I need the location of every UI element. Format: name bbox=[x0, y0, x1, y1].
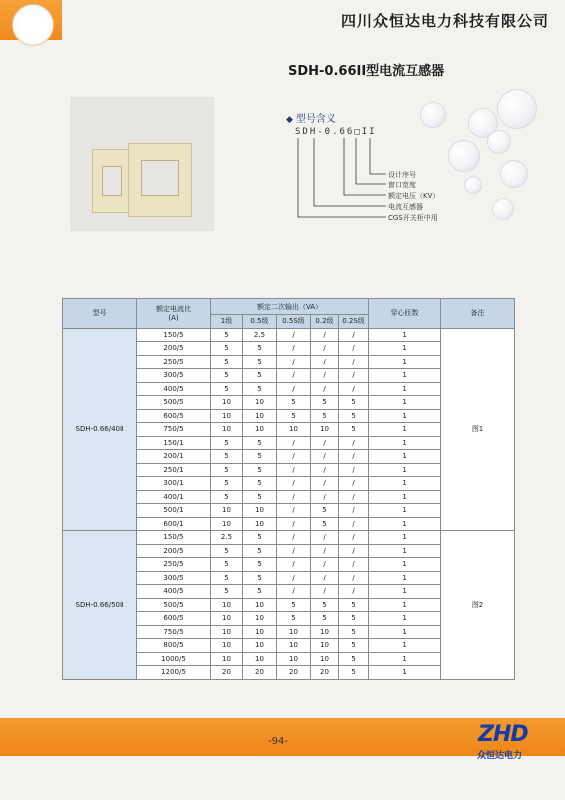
output-cell: 5 bbox=[243, 531, 277, 545]
output-cell: / bbox=[311, 355, 339, 369]
turns-cell: 1 bbox=[369, 463, 441, 477]
output-cell: / bbox=[277, 382, 311, 396]
output-cell: / bbox=[277, 450, 311, 464]
output-cell: 10 bbox=[243, 598, 277, 612]
brand-logo: ZHD bbox=[478, 722, 528, 747]
output-cell: 10 bbox=[243, 612, 277, 626]
output-cell: / bbox=[339, 355, 369, 369]
output-cell: / bbox=[311, 531, 339, 545]
output-cell: 5 bbox=[339, 639, 369, 653]
output-cell: 5 bbox=[211, 450, 243, 464]
ratio-cell: 600/1 bbox=[137, 517, 211, 531]
ratio-cell: 750/5 bbox=[137, 625, 211, 639]
output-cell: 5 bbox=[311, 409, 339, 423]
output-cell: 5 bbox=[243, 436, 277, 450]
output-cell: / bbox=[311, 544, 339, 558]
output-cell: / bbox=[339, 382, 369, 396]
output-cell: / bbox=[339, 477, 369, 491]
output-cell: 5 bbox=[211, 436, 243, 450]
legend-item-current-transformer: 电流互感器 bbox=[388, 203, 423, 211]
output-cell: / bbox=[277, 531, 311, 545]
note-cell: 图1 bbox=[441, 328, 515, 531]
output-cell: / bbox=[339, 436, 369, 450]
spec-table bbox=[62, 298, 515, 680]
page-number: -94- bbox=[268, 736, 288, 747]
ratio-cell: 500/5 bbox=[137, 598, 211, 612]
output-cell: 20 bbox=[277, 666, 311, 680]
model-cell: SDH-0.66/50Ⅱ bbox=[63, 531, 137, 680]
output-cell: 5 bbox=[211, 382, 243, 396]
output-cell: / bbox=[277, 436, 311, 450]
decorative-bubble bbox=[420, 102, 446, 128]
ratio-cell: 150/5 bbox=[137, 328, 211, 342]
table-header-row bbox=[63, 299, 515, 315]
output-cell: 10 bbox=[211, 612, 243, 626]
output-cell: / bbox=[277, 504, 311, 518]
output-cell: 5 bbox=[277, 612, 311, 626]
ratio-cell: 500/1 bbox=[137, 504, 211, 518]
output-cell: / bbox=[311, 558, 339, 572]
diamond-bullet-icon: ◆ bbox=[286, 115, 293, 125]
output-cell: 10 bbox=[243, 625, 277, 639]
output-cell: 2.5 bbox=[211, 531, 243, 545]
output-cell: / bbox=[311, 585, 339, 599]
large-transformer-window bbox=[141, 160, 179, 196]
output-cell: 10 bbox=[311, 652, 339, 666]
output-cell: 10 bbox=[311, 423, 339, 437]
output-cell: 20 bbox=[243, 666, 277, 680]
turns-cell: 1 bbox=[369, 450, 441, 464]
table-row bbox=[63, 328, 515, 342]
output-cell: 10 bbox=[277, 639, 311, 653]
ratio-cell: 250/5 bbox=[137, 355, 211, 369]
output-cell: 10 bbox=[277, 625, 311, 639]
model-cell: SDH-0.66/40Ⅱ bbox=[63, 328, 137, 531]
output-cell: / bbox=[311, 450, 339, 464]
output-cell: / bbox=[277, 558, 311, 572]
output-cell: / bbox=[339, 450, 369, 464]
output-cell: 10 bbox=[243, 517, 277, 531]
decorative-bubble bbox=[500, 160, 528, 188]
output-cell: / bbox=[277, 517, 311, 531]
ratio-cell: 200/5 bbox=[137, 544, 211, 558]
ratio-cell: 800/5 bbox=[137, 639, 211, 653]
output-cell: 5 bbox=[243, 342, 277, 356]
product-title: SDH-0.66II型电流互感器 bbox=[288, 64, 445, 79]
output-cell: / bbox=[277, 463, 311, 477]
output-cell: 5 bbox=[311, 396, 339, 410]
output-cell: 5 bbox=[339, 652, 369, 666]
output-cell: 5 bbox=[243, 544, 277, 558]
ratio-cell: 200/1 bbox=[137, 450, 211, 464]
output-cell: 5 bbox=[339, 423, 369, 437]
turns-cell: 1 bbox=[369, 517, 441, 531]
output-cell: / bbox=[339, 571, 369, 585]
output-cell: 5 bbox=[339, 625, 369, 639]
output-cell: 5 bbox=[277, 396, 311, 410]
output-cell: / bbox=[339, 531, 369, 545]
header-turns: 穿心匝数 bbox=[369, 299, 441, 329]
turns-cell: 1 bbox=[369, 409, 441, 423]
output-cell: 5 bbox=[211, 342, 243, 356]
ratio-cell: 400/5 bbox=[137, 382, 211, 396]
output-cell: / bbox=[277, 369, 311, 383]
ratio-cell: 1200/5 bbox=[137, 666, 211, 680]
output-cell: 5 bbox=[243, 571, 277, 585]
turns-cell: 1 bbox=[369, 396, 441, 410]
output-cell: 5 bbox=[339, 612, 369, 626]
output-cell: 5 bbox=[243, 382, 277, 396]
output-cell: 5 bbox=[243, 369, 277, 383]
turns-cell: 1 bbox=[369, 423, 441, 437]
turns-cell: 1 bbox=[369, 612, 441, 626]
output-cell: / bbox=[311, 571, 339, 585]
brand-name: 众恒达电力 bbox=[477, 751, 523, 761]
output-cell: 5 bbox=[211, 585, 243, 599]
small-transformer bbox=[92, 149, 132, 213]
output-cell: / bbox=[311, 490, 339, 504]
output-cell: 10 bbox=[243, 504, 277, 518]
turns-cell: 1 bbox=[369, 666, 441, 680]
ratio-cell: 200/5 bbox=[137, 342, 211, 356]
model-meaning-heading bbox=[286, 110, 336, 125]
header-class-3: 0.2级 bbox=[311, 315, 339, 329]
header-class-2: 0.5S级 bbox=[277, 315, 311, 329]
output-cell: 5 bbox=[211, 558, 243, 572]
ratio-cell: 250/5 bbox=[137, 558, 211, 572]
output-cell: 5 bbox=[311, 504, 339, 518]
output-cell: 10 bbox=[243, 409, 277, 423]
legend-item-design-serial: 设计序号 bbox=[388, 171, 416, 179]
output-cell: / bbox=[339, 517, 369, 531]
output-cell: 20 bbox=[211, 666, 243, 680]
output-cell: / bbox=[277, 490, 311, 504]
output-cell: / bbox=[277, 585, 311, 599]
output-cell: 5 bbox=[243, 477, 277, 491]
table-row bbox=[63, 531, 515, 545]
output-cell: / bbox=[311, 328, 339, 342]
ratio-cell: 600/5 bbox=[137, 612, 211, 626]
turns-cell: 1 bbox=[369, 477, 441, 491]
decorative-bubble bbox=[492, 198, 514, 220]
output-cell: / bbox=[339, 490, 369, 504]
turns-cell: 1 bbox=[369, 369, 441, 383]
output-cell: 10 bbox=[211, 517, 243, 531]
output-cell: 10 bbox=[243, 652, 277, 666]
output-cell: / bbox=[339, 558, 369, 572]
output-cell: 10 bbox=[211, 423, 243, 437]
model-code: SDH-0.66□II bbox=[295, 127, 377, 137]
output-cell: 5 bbox=[211, 355, 243, 369]
output-cell: 5 bbox=[311, 517, 339, 531]
output-cell: / bbox=[311, 436, 339, 450]
turns-cell: 1 bbox=[369, 328, 441, 342]
header-rated-current-ratio: 额定电流比 (A) bbox=[137, 299, 211, 329]
output-cell: / bbox=[311, 477, 339, 491]
company-name: 四川众恒达电力科技有限公司 bbox=[340, 12, 549, 30]
output-cell: 10 bbox=[243, 639, 277, 653]
header-model: 型号 bbox=[63, 299, 137, 329]
ratio-cell: 400/5 bbox=[137, 585, 211, 599]
output-cell: 5 bbox=[211, 544, 243, 558]
turns-cell: 1 bbox=[369, 585, 441, 599]
ratio-cell: 300/1 bbox=[137, 477, 211, 491]
output-cell: 2.5 bbox=[243, 328, 277, 342]
turns-cell: 1 bbox=[369, 490, 441, 504]
output-cell: 10 bbox=[243, 423, 277, 437]
header-circle-emblem bbox=[12, 4, 54, 46]
output-cell: / bbox=[311, 382, 339, 396]
ratio-cell: 300/5 bbox=[137, 369, 211, 383]
output-cell: 5 bbox=[243, 490, 277, 504]
output-cell: 5 bbox=[339, 396, 369, 410]
header-class-4: 0.2S级 bbox=[339, 315, 369, 329]
ratio-cell: 150/1 bbox=[137, 436, 211, 450]
output-cell: / bbox=[311, 342, 339, 356]
output-cell: 5 bbox=[211, 463, 243, 477]
turns-cell: 1 bbox=[369, 504, 441, 518]
header-class-1: 0.5级 bbox=[243, 315, 277, 329]
output-cell: / bbox=[339, 504, 369, 518]
decorative-bubble bbox=[497, 89, 537, 129]
output-cell: 20 bbox=[311, 666, 339, 680]
turns-cell: 1 bbox=[369, 436, 441, 450]
output-cell: 5 bbox=[339, 666, 369, 680]
output-cell: 5 bbox=[243, 463, 277, 477]
output-cell: / bbox=[277, 544, 311, 558]
output-cell: / bbox=[339, 585, 369, 599]
output-cell: / bbox=[277, 355, 311, 369]
output-cell: 5 bbox=[243, 355, 277, 369]
output-cell: 5 bbox=[211, 571, 243, 585]
output-cell: 10 bbox=[211, 625, 243, 639]
turns-cell: 1 bbox=[369, 639, 441, 653]
output-cell: 5 bbox=[211, 328, 243, 342]
output-cell: 5 bbox=[277, 598, 311, 612]
header-rated-secondary-output: 额定二次输出（VA） bbox=[211, 299, 369, 315]
ratio-cell: 250/1 bbox=[137, 463, 211, 477]
output-cell: 10 bbox=[211, 409, 243, 423]
ratio-cell: 600/5 bbox=[137, 409, 211, 423]
output-cell: / bbox=[277, 328, 311, 342]
output-cell: 10 bbox=[211, 504, 243, 518]
output-cell: 5 bbox=[339, 598, 369, 612]
turns-cell: 1 bbox=[369, 625, 441, 639]
output-cell: 10 bbox=[211, 396, 243, 410]
output-cell: / bbox=[339, 463, 369, 477]
turns-cell: 1 bbox=[369, 531, 441, 545]
turns-cell: 1 bbox=[369, 544, 441, 558]
turns-cell: 1 bbox=[369, 342, 441, 356]
output-cell: 5 bbox=[311, 612, 339, 626]
output-cell: 10 bbox=[277, 652, 311, 666]
ratio-cell: 500/5 bbox=[137, 396, 211, 410]
output-cell: 5 bbox=[311, 598, 339, 612]
legend-item-window-width: 窗口宽度 bbox=[388, 181, 416, 189]
output-cell: / bbox=[339, 544, 369, 558]
large-transformer bbox=[128, 143, 192, 217]
output-cell: 5 bbox=[243, 558, 277, 572]
header-class-0: 1级 bbox=[211, 315, 243, 329]
turns-cell: 1 bbox=[369, 355, 441, 369]
turns-cell: 1 bbox=[369, 571, 441, 585]
turns-cell: 1 bbox=[369, 598, 441, 612]
output-cell: 10 bbox=[243, 396, 277, 410]
ratio-cell: 300/5 bbox=[137, 571, 211, 585]
output-cell: / bbox=[277, 571, 311, 585]
note-cell: 图2 bbox=[441, 531, 515, 680]
turns-cell: 1 bbox=[369, 558, 441, 572]
model-meaning-title: 型号含义 bbox=[295, 114, 336, 125]
output-cell: 10 bbox=[311, 639, 339, 653]
header-note: 备注 bbox=[441, 299, 515, 329]
ratio-cell: 150/5 bbox=[137, 531, 211, 545]
output-cell: 10 bbox=[211, 639, 243, 653]
decorative-bubble bbox=[448, 140, 480, 172]
small-transformer-window bbox=[102, 166, 122, 196]
product-photo bbox=[70, 97, 214, 231]
ratio-cell: 750/5 bbox=[137, 423, 211, 437]
output-cell: 5 bbox=[211, 490, 243, 504]
turns-cell: 1 bbox=[369, 382, 441, 396]
turns-cell: 1 bbox=[369, 652, 441, 666]
output-cell: 5 bbox=[243, 450, 277, 464]
output-cell: 5 bbox=[277, 409, 311, 423]
output-cell: / bbox=[277, 477, 311, 491]
ratio-cell: 1000/5 bbox=[137, 652, 211, 666]
output-cell: 10 bbox=[311, 625, 339, 639]
output-cell: 5 bbox=[211, 369, 243, 383]
decorative-bubble bbox=[464, 176, 482, 194]
legend-item-cgs-cabinet: CGS开关柜中用 bbox=[388, 214, 438, 222]
output-cell: 5 bbox=[243, 585, 277, 599]
legend-item-rated-voltage: 额定电压（KV） bbox=[388, 192, 440, 200]
output-cell: / bbox=[339, 328, 369, 342]
output-cell: / bbox=[311, 369, 339, 383]
output-cell: / bbox=[339, 342, 369, 356]
ratio-cell: 400/1 bbox=[137, 490, 211, 504]
output-cell: 10 bbox=[211, 652, 243, 666]
decorative-bubble bbox=[487, 130, 511, 154]
output-cell: 10 bbox=[277, 423, 311, 437]
output-cell: / bbox=[311, 463, 339, 477]
output-cell: 5 bbox=[211, 477, 243, 491]
output-cell: / bbox=[339, 369, 369, 383]
output-cell: 5 bbox=[339, 409, 369, 423]
output-cell: 10 bbox=[211, 598, 243, 612]
output-cell: / bbox=[277, 342, 311, 356]
